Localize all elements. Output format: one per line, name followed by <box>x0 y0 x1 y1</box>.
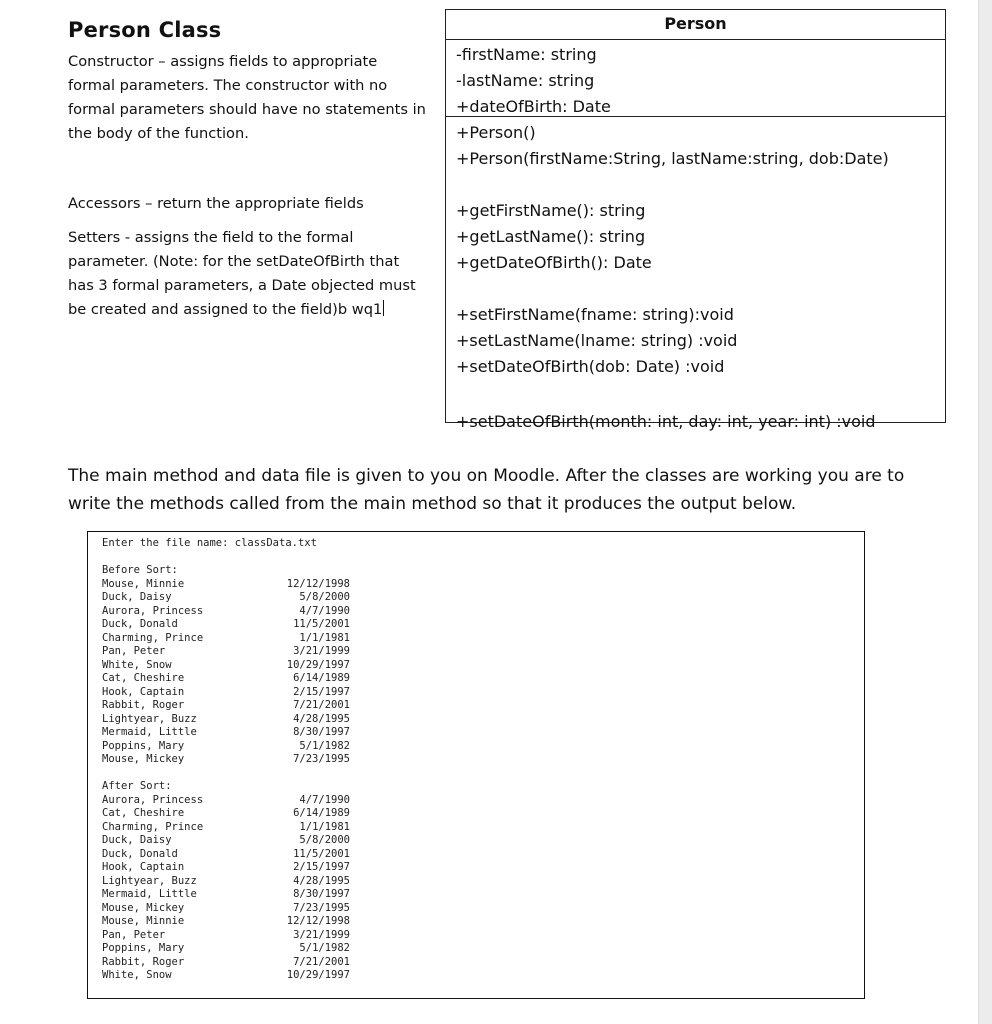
console-row-date: 4/28/1995 <box>293 874 350 887</box>
console-row-date: 11/5/2001 <box>293 618 350 630</box>
console-row-date: 4/28/1995 <box>293 712 350 725</box>
console-row-name: Duck, Daisy <box>102 834 172 846</box>
console-row-name: Duck, Donald <box>102 847 178 860</box>
uml-constructor: +Person(firstName:String, lastName:string, dob:Date) <box>456 149 889 168</box>
console-row <box>102 605 864 619</box>
description-column <box>68 18 428 322</box>
uml-attribute: +dateOfBirth: Date <box>456 97 611 116</box>
console-row-date: 4/7/1990 <box>299 604 350 617</box>
console-row <box>102 618 864 632</box>
console-row <box>102 834 864 848</box>
console-row <box>102 740 864 754</box>
accessors-description[interactable]: Accessors – return the appropriate fields <box>68 195 364 212</box>
console-row-name: Lightyear, Buzz <box>102 712 197 725</box>
uml-getter: +getLastName(): string <box>456 227 646 246</box>
uml-constructor: +Person() <box>456 123 536 142</box>
console-before-header: Before Sort: <box>102 564 178 576</box>
console-after-list <box>102 794 864 983</box>
uml-attributes <box>446 40 945 117</box>
console-row <box>102 902 864 916</box>
console-blank-line <box>102 767 864 781</box>
setters-text[interactable]: Setters - assigns the field to the formal parameter. (Note: for the setDateOfBirth that has 3 formal parameters, a Date objected must be created and assigned to the field)b wq1 <box>68 229 416 318</box>
uml-spacer <box>456 172 945 198</box>
uml-spacer <box>456 380 945 409</box>
console-row <box>102 753 864 767</box>
console-row-name: Mouse, Minnie <box>102 915 185 927</box>
console-row <box>102 821 864 835</box>
console-row-name: Aurora, Princess <box>102 604 204 617</box>
console-row-name: Charming, Prince <box>102 631 204 644</box>
console-row-date: 11/5/2001 <box>293 847 350 860</box>
constructor-description[interactable]: Constructor – assigns fields to appropriate formal parameters. The constructor with no formal parameters should have no statements in the body of the function. <box>68 53 426 142</box>
console-row-name: Duck, Daisy <box>102 591 172 603</box>
uml-spacer <box>456 276 945 302</box>
console-row <box>102 686 864 700</box>
uml-attribute: -firstName: string <box>456 45 597 64</box>
console-row-date: 10/29/1997 <box>286 969 350 981</box>
console-row-name: Aurora, Princess <box>102 793 204 806</box>
console-after-header: After Sort: <box>102 780 172 792</box>
console-row <box>102 578 864 592</box>
console-row-date: 10/29/1997 <box>286 658 350 671</box>
instructions-paragraph[interactable]: The main method and data file is given to you on Moodle. After the classes are working you are to write the methods called from the main method so that it produces the output below. <box>68 466 905 514</box>
uml-setter: +setDateOfBirth(dob: Date) :void <box>456 357 725 376</box>
console-row-name: Duck, Donald <box>102 618 178 630</box>
console-row <box>102 645 864 659</box>
console-row-name: Hook, Captain <box>102 861 185 873</box>
uml-setter: +setFirstName(fname: string):void <box>456 305 734 324</box>
console-blank-line <box>102 551 864 565</box>
console-row <box>102 794 864 808</box>
console-row-date: 1/1/1981 <box>299 820 350 833</box>
console-row-date: 2/15/1997 <box>293 861 350 873</box>
console-row-name: Poppins, Mary <box>102 942 185 954</box>
console-row-date: 7/23/1995 <box>293 901 350 914</box>
console-before-list <box>102 578 864 767</box>
console-row <box>102 591 864 605</box>
uml-methods <box>446 117 945 435</box>
console-row-date: 6/14/1989 <box>293 672 350 684</box>
console-row-date: 1/1/1981 <box>299 631 350 644</box>
console-row-name: Charming, Prince <box>102 820 204 833</box>
console-row-date: 5/1/1982 <box>299 739 350 752</box>
console-row <box>102 726 864 740</box>
console-row-date: 3/21/1999 <box>293 928 350 941</box>
uml-getter: +getFirstName(): string <box>456 201 646 220</box>
console-row-name: Pan, Peter <box>102 928 166 941</box>
console-row-name: Hook, Captain <box>102 685 185 698</box>
console-row-name: Lightyear, Buzz <box>102 874 197 887</box>
console-row <box>102 929 864 943</box>
document-title: Person Class <box>68 18 222 42</box>
console-row-name: Poppins, Mary <box>102 739 185 752</box>
console-row-date: 5/8/2000 <box>299 834 350 846</box>
console-row-date: 7/21/2001 <box>293 955 350 968</box>
console-row-name: Mermaid, Little <box>102 726 197 738</box>
console-row-name: Pan, Peter <box>102 645 166 657</box>
console-row-date: 7/23/1995 <box>293 753 350 765</box>
console-row-date: 2/15/1997 <box>293 685 350 698</box>
console-row <box>102 713 864 727</box>
uml-getter: +getDateOfBirth(): Date <box>456 253 652 272</box>
console-row-name: Rabbit, Roger <box>102 699 185 711</box>
console-row-name: White, Snow <box>102 658 172 671</box>
uml-setter: +setDateOfBirth(month: int, day: int, year: int) :void <box>456 412 876 431</box>
uml-class-diagram <box>445 9 946 431</box>
setters-description[interactable] <box>68 226 428 322</box>
console-row <box>102 672 864 686</box>
console-prompt: Enter the file name: classData.txt <box>102 537 317 549</box>
uml-setter: +setLastName(lname: string) :void <box>456 331 738 350</box>
console-row-date: 6/14/1989 <box>293 807 350 819</box>
console-output-box <box>87 531 865 999</box>
console-row-date: 5/8/2000 <box>299 591 350 603</box>
console-row-name: Cat, Cheshire <box>102 807 185 819</box>
console-row <box>102 659 864 673</box>
console-row-date: 7/21/2001 <box>293 699 350 711</box>
console-row <box>102 888 864 902</box>
console-row <box>102 875 864 889</box>
console-row-date: 5/1/1982 <box>299 942 350 954</box>
console-row <box>102 861 864 875</box>
console-row <box>102 942 864 956</box>
console-row-name: Rabbit, Roger <box>102 955 185 968</box>
console-row-name: Mermaid, Little <box>102 888 197 900</box>
scrollbar-gutter[interactable] <box>978 0 992 1024</box>
console-row-name: White, Snow <box>102 969 172 981</box>
console-row <box>102 699 864 713</box>
console-row-date: 8/30/1997 <box>293 888 350 900</box>
console-row-name: Cat, Cheshire <box>102 672 185 684</box>
console-row <box>102 807 864 821</box>
console-row-date: 8/30/1997 <box>293 726 350 738</box>
console-row-name: Mouse, Minnie <box>102 577 185 590</box>
uml-class-name: Person <box>446 10 945 40</box>
console-row <box>102 956 864 970</box>
console-row <box>102 632 864 646</box>
console-row-name: Mouse, Mickey <box>102 901 185 914</box>
console-row-date: 12/12/1998 <box>286 577 350 590</box>
console-row <box>102 848 864 862</box>
console-row <box>102 969 864 983</box>
uml-attribute: -lastName: string <box>456 71 595 90</box>
console-row-date: 12/12/1998 <box>286 915 350 927</box>
console-row-date: 3/21/1999 <box>293 645 350 657</box>
console-row-name: Mouse, Mickey <box>102 753 185 765</box>
console-row-date: 4/7/1990 <box>299 793 350 806</box>
console-row <box>102 915 864 929</box>
text-cursor <box>383 300 384 316</box>
